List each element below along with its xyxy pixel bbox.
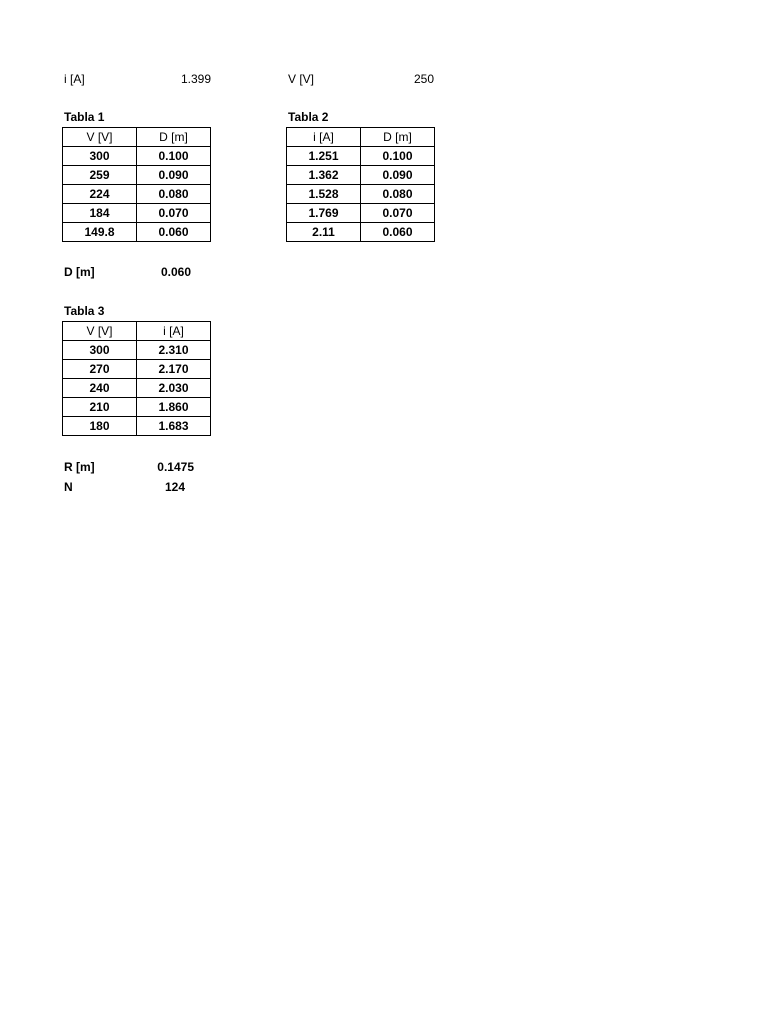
table-header-cell: D [m] [361,128,435,147]
table-cell: 240 [63,379,137,398]
table-cell: 2.11 [287,223,361,242]
tabla1-caption: Tabla 1 [64,110,105,124]
table-cell: 1.528 [287,185,361,204]
tabla3 [62,321,211,436]
table-cell: 0.060 [361,223,435,242]
table-header-cell: V [V] [63,322,137,341]
table-cell: 149.8 [63,223,137,242]
current-label: i [A] [64,72,85,86]
table-cell: 224 [63,185,137,204]
d-value: 0.060 [160,265,191,279]
table-row [63,417,211,436]
tabla1 [62,127,211,242]
table-cell: 0.100 [137,147,211,166]
r-label: R [m] [64,460,95,474]
table-row [63,341,211,360]
table-header-row [63,322,211,341]
table-cell: 0.060 [137,223,211,242]
table-cell: 180 [63,417,137,436]
table-row [287,166,435,185]
table-row [63,398,211,417]
table-cell: 2.030 [137,379,211,398]
table-cell: 184 [63,204,137,223]
table-cell: 0.080 [361,185,435,204]
table-header-row [63,128,211,147]
table-cell: 270 [63,360,137,379]
table-row [63,360,211,379]
d-label: D [m] [64,265,95,279]
table-cell: 0.070 [361,204,435,223]
table-row [63,223,211,242]
tabla2-caption: Tabla 2 [288,110,329,124]
table-cell: 2.310 [137,341,211,360]
table-cell: 1.860 [137,398,211,417]
table-cell: 1.769 [287,204,361,223]
table-cell: 0.070 [137,204,211,223]
table-row [287,223,435,242]
voltage-value: 250 [413,72,434,86]
table-cell: 300 [63,147,137,166]
table-cell: 210 [63,398,137,417]
voltage-label: V [V] [288,72,315,86]
table-row [287,185,435,204]
table-cell: 2.170 [137,360,211,379]
n-value: 124 [164,480,185,494]
table-row [63,166,211,185]
table-row [63,204,211,223]
r-value: 0.1475 [157,460,194,474]
table-header-cell: D [m] [137,128,211,147]
table-row [63,185,211,204]
table-cell: 259 [63,166,137,185]
table-header-cell: i [A] [287,128,361,147]
table-cell: 1.683 [137,417,211,436]
table-row [63,147,211,166]
n-label: N [64,480,73,494]
tabla3-caption: Tabla 3 [64,304,105,318]
table-header-row [287,128,435,147]
table-header-cell: i [A] [137,322,211,341]
table-cell: 300 [63,341,137,360]
current-value: 1.399 [180,72,211,86]
table-cell: 0.090 [137,166,211,185]
table-cell: 0.100 [361,147,435,166]
table-cell: 0.080 [137,185,211,204]
table-cell: 1.362 [287,166,361,185]
table-cell: 1.251 [287,147,361,166]
table-header-cell: V [V] [63,128,137,147]
table-row [63,379,211,398]
tabla2 [286,127,435,242]
table-row [287,147,435,166]
table-row [287,204,435,223]
table-cell: 0.090 [361,166,435,185]
